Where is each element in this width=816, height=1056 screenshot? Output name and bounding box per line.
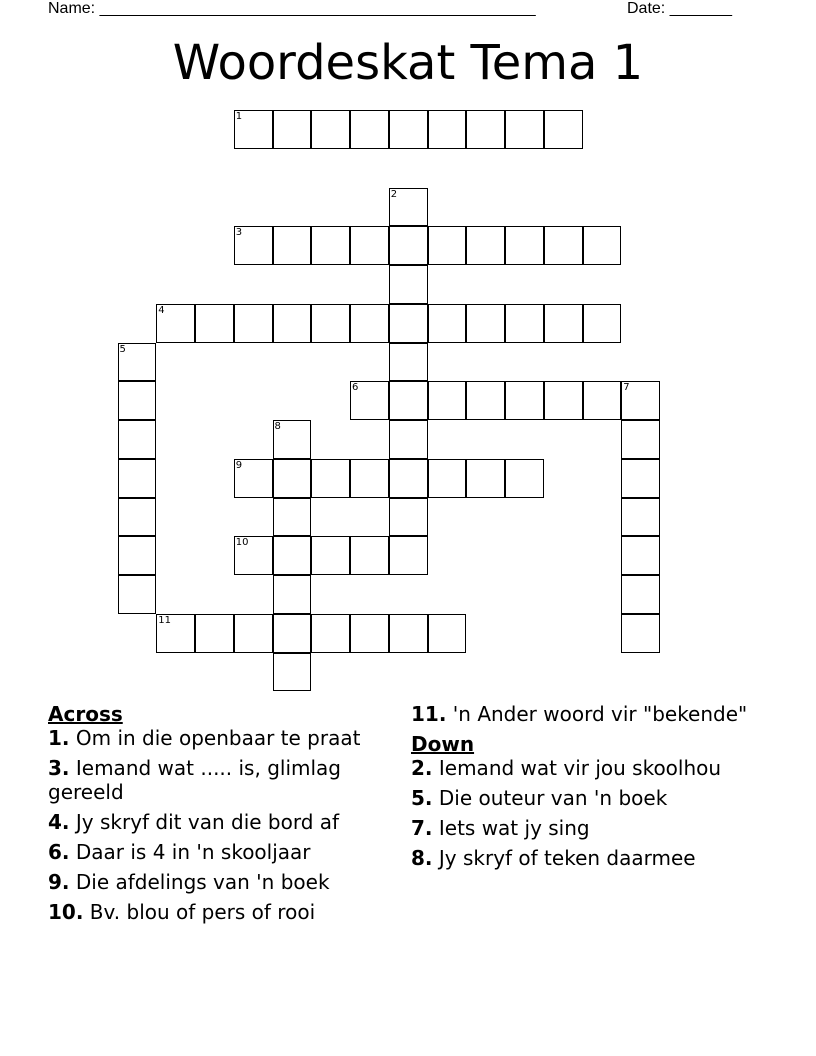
clue-number: 10.	[48, 900, 84, 924]
grid-cell[interactable]	[118, 498, 157, 537]
grid-cell[interactable]	[389, 381, 428, 420]
grid-cell[interactable]	[273, 226, 312, 265]
down-clue-2	[411, 756, 756, 780]
date-field: Date: _______	[627, 0, 732, 17]
grid-cell[interactable]	[428, 226, 467, 265]
clue-number: 8.	[411, 846, 433, 870]
grid-cell[interactable]	[118, 459, 157, 498]
across-heading: Across	[48, 702, 123, 726]
clue-number-label: 4	[158, 304, 165, 316]
clue-number-label: 10	[235, 537, 249, 549]
grid-cell[interactable]	[389, 265, 428, 304]
grid-cell[interactable]	[234, 459, 273, 498]
grid-cell[interactable]	[505, 110, 544, 149]
clue-number-label: 1	[235, 111, 243, 122]
page-title: Woordeskat Tema 1	[172, 35, 644, 91]
grid-cell[interactable]	[273, 420, 312, 459]
clue-text: Jy skryf of teken daarmee	[438, 846, 696, 870]
grid-cell[interactable]	[389, 304, 428, 343]
grid-cell[interactable]	[118, 575, 157, 614]
clue-number: 11.	[411, 702, 447, 726]
clue-number-label: 11	[158, 614, 171, 626]
grid-cell[interactable]	[621, 420, 660, 459]
grid-cell[interactable]	[544, 381, 583, 420]
grid-cell[interactable]	[621, 614, 660, 653]
grid-cell[interactable]	[273, 304, 312, 343]
grid-cell[interactable]	[389, 226, 428, 265]
grid-cell[interactable]	[428, 110, 467, 149]
grid-cell[interactable]	[311, 614, 350, 653]
down-clue-5	[411, 786, 756, 810]
grid-cell[interactable]	[389, 498, 428, 537]
grid-cell[interactable]	[118, 381, 157, 420]
grid-cell[interactable]	[350, 536, 389, 575]
grid-cell[interactable]	[350, 459, 389, 498]
grid-cell[interactable]	[273, 459, 312, 498]
grid-cell[interactable]	[389, 110, 428, 149]
grid-cell[interactable]	[428, 304, 467, 343]
clue-number: 3.	[48, 756, 70, 780]
grid-cell[interactable]	[273, 614, 312, 653]
grid-cell[interactable]	[544, 226, 583, 265]
grid-cell[interactable]	[273, 110, 312, 149]
grid-cell[interactable]	[273, 575, 312, 614]
grid-cell[interactable]	[234, 614, 273, 653]
grid-cell[interactable]	[389, 420, 428, 459]
grid-cell[interactable]	[389, 188, 428, 227]
across-clue-6	[48, 840, 393, 864]
grid-cell[interactable]	[389, 459, 428, 498]
clue-number: 9.	[48, 870, 70, 894]
grid-cell[interactable]	[156, 614, 195, 653]
clue-number: 1.	[48, 726, 70, 750]
grid-cell[interactable]	[505, 304, 544, 343]
grid-cell[interactable]	[350, 304, 389, 343]
clue-text: Iemand wat vir jou skoolhou	[438, 756, 722, 780]
clues-right-column	[411, 702, 756, 876]
grid-cell[interactable]	[350, 110, 389, 149]
clue-text: Daar is 4 in 'n skooljaar	[75, 840, 311, 864]
clue-number: 7.	[411, 816, 433, 840]
grid-cell[interactable]	[621, 381, 660, 420]
grid-cell[interactable]	[389, 536, 428, 575]
down-clue-8	[411, 846, 756, 870]
grid-cell[interactable]	[621, 459, 660, 498]
across-clue-4	[48, 810, 393, 834]
grid-cell[interactable]	[118, 343, 157, 382]
clue-text: Bv. blou of pers of rooi	[89, 900, 316, 924]
grid-cell[interactable]	[311, 459, 350, 498]
grid-cell[interactable]	[118, 420, 157, 459]
down-heading: Down	[411, 732, 475, 756]
grid-cell[interactable]	[544, 110, 583, 149]
name-field: Name: _________________________________________________	[48, 0, 536, 17]
clue-text: Iemand wat ..... is, glimlag gereeld	[48, 756, 341, 804]
grid-cell[interactable]	[350, 381, 389, 420]
clue-number-label: 9	[235, 459, 243, 471]
grid-cell[interactable]	[234, 304, 273, 343]
clue-number: 6.	[48, 840, 70, 864]
grid-cell[interactable]	[466, 381, 505, 420]
grid-cell[interactable]	[273, 653, 312, 692]
clue-number-label: 8	[274, 421, 281, 432]
across-clue-9	[48, 870, 393, 894]
grid-cell[interactable]	[428, 459, 467, 498]
grid-cell[interactable]	[466, 110, 505, 149]
grid-cell[interactable]	[544, 304, 583, 343]
grid-cell[interactable]	[428, 614, 467, 653]
grid-cell[interactable]	[505, 226, 544, 265]
across-clue-11	[411, 702, 756, 726]
grid-cell[interactable]	[621, 575, 660, 614]
clue-text: Die outeur van 'n boek	[438, 786, 668, 810]
grid-cell[interactable]	[466, 304, 505, 343]
grid-cell[interactable]	[583, 381, 622, 420]
grid-cell[interactable]	[311, 304, 350, 343]
clue-number: 5.	[411, 786, 433, 810]
grid-cell[interactable]	[311, 536, 350, 575]
across-clue-3	[48, 756, 393, 804]
grid-cell[interactable]	[234, 536, 273, 575]
grid-cell[interactable]	[350, 614, 389, 653]
grid-cell[interactable]	[273, 498, 312, 537]
down-clue-7	[411, 816, 756, 840]
clue-text: Jy skryf dit van die bord af	[75, 810, 340, 834]
grid-cell[interactable]	[389, 614, 428, 653]
grid-cell[interactable]	[156, 304, 195, 343]
across-clue-1	[48, 726, 393, 750]
grid-cell[interactable]	[311, 226, 350, 265]
grid-cell[interactable]	[350, 226, 389, 265]
grid-cell[interactable]	[505, 381, 544, 420]
grid-cell[interactable]	[583, 304, 622, 343]
grid-cell[interactable]	[466, 459, 505, 498]
grid-cell[interactable]	[505, 459, 544, 498]
grid-cell[interactable]	[273, 536, 312, 575]
clue-number-label: 6	[352, 382, 359, 394]
clue-number-label: 5	[119, 343, 126, 355]
grid-cell[interactable]	[234, 110, 273, 149]
across-clue-10	[48, 900, 393, 924]
clue-number: 2.	[411, 756, 433, 780]
clue-number-label: 3	[235, 227, 243, 239]
clue-text: Die afdelings van 'n boek	[75, 870, 330, 894]
grid-cell[interactable]	[195, 304, 234, 343]
grid-cell[interactable]	[234, 226, 273, 265]
clues-left-column	[48, 702, 393, 930]
grid-cell[interactable]	[466, 226, 505, 265]
clue-number-label: 7	[623, 382, 630, 394]
grid-cell[interactable]	[428, 381, 467, 420]
grid-cell[interactable]	[311, 110, 350, 149]
clue-number: 4.	[48, 810, 70, 834]
clue-number-label: 2	[390, 188, 398, 200]
clue-text: Iets wat jy sing	[438, 816, 590, 840]
grid-cell[interactable]	[118, 536, 157, 575]
grid-cell[interactable]	[195, 614, 234, 653]
grid-cell[interactable]	[583, 226, 622, 265]
grid-cell[interactable]	[389, 343, 428, 382]
clue-text: 'n Ander woord vir "bekende"	[452, 702, 748, 726]
clue-text: Om in die openbaar te praat	[75, 726, 361, 750]
grid-cell[interactable]	[621, 536, 660, 575]
grid-cell[interactable]	[621, 498, 660, 537]
